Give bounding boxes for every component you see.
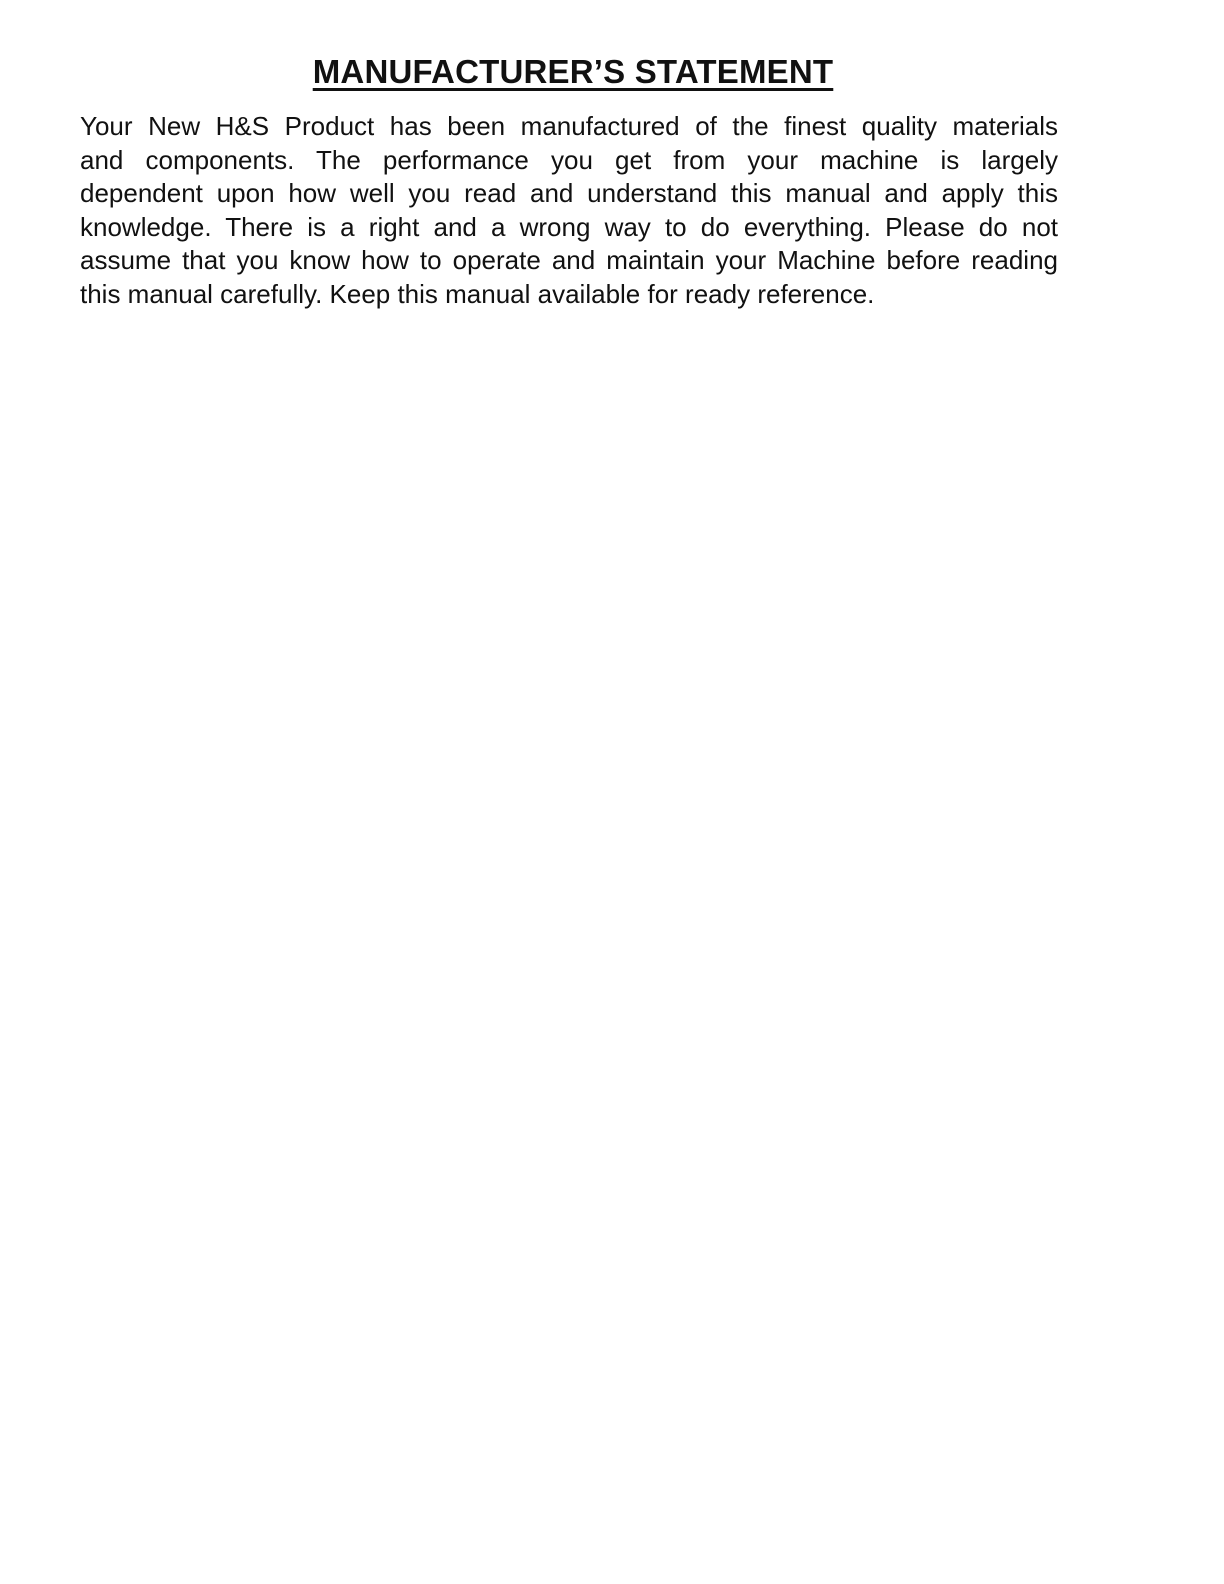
paragraph-line: Your New H&S Product has been manufactured of the finest quality materials bbox=[80, 111, 1058, 141]
paragraph-line: assume that you know how to operate and maintain your Machine before reading bbox=[80, 245, 1058, 275]
statement-paragraph bbox=[80, 110, 1058, 311]
paragraph-line: dependent upon how well you read and understand this manual and apply this bbox=[80, 178, 1058, 208]
paragraph-line: and components. The performance you get from your machine is largely bbox=[80, 144, 1058, 175]
paragraph-line: this manual carefully. Keep this manual available for ready reference. bbox=[80, 278, 875, 309]
paragraph-line: knowledge. There is a right and a wrong way to do everything. Please do not bbox=[80, 211, 1058, 242]
page-title: MANUFACTURER’S STATEMENT bbox=[312, 53, 834, 90]
